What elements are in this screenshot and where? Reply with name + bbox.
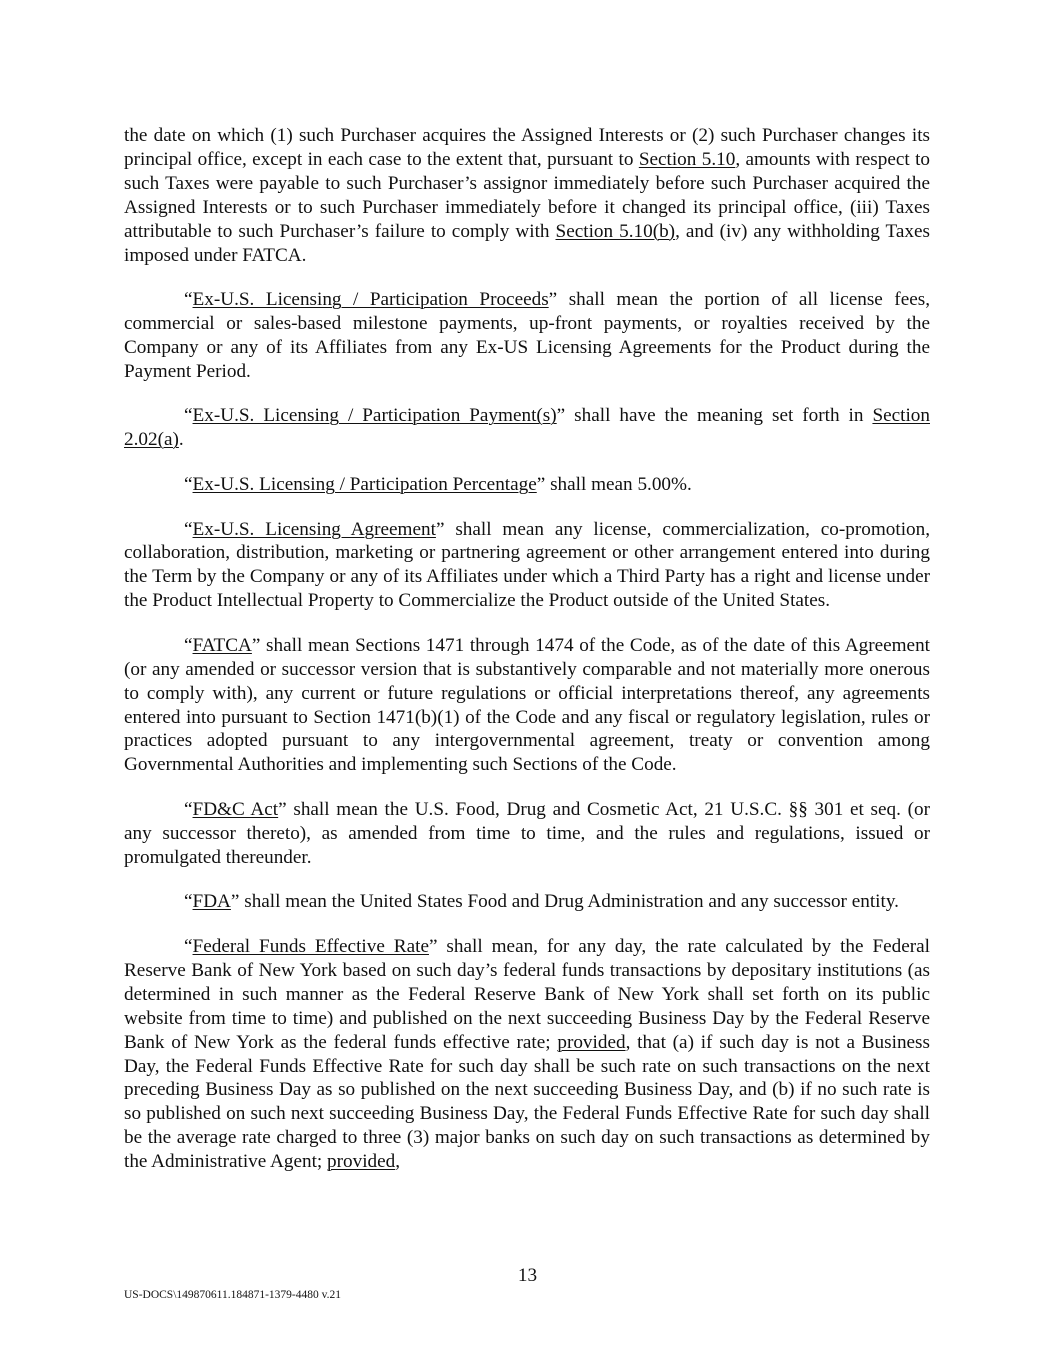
paragraph-text: “ bbox=[184, 634, 193, 656]
paragraph bbox=[124, 124, 930, 267]
paragraph-text: , bbox=[395, 1151, 401, 1173]
underlined-term: Federal Funds Effective Rate bbox=[192, 935, 429, 957]
paragraph bbox=[124, 518, 930, 614]
underlined-term: provided bbox=[327, 1151, 396, 1173]
paragraph-text: ” shall have the meaning set forth in bbox=[556, 405, 873, 427]
paragraph-text: ” shall mean 5.00%. bbox=[536, 473, 692, 495]
underlined-term: Section 2.02(a) bbox=[124, 405, 930, 451]
underlined-term: FDA bbox=[192, 891, 231, 913]
underlined-term: FATCA bbox=[192, 634, 252, 656]
paragraph bbox=[124, 404, 930, 452]
underlined-term: FD&C Act bbox=[192, 798, 279, 820]
paragraph bbox=[124, 473, 930, 497]
paragraph-text: ” shall mean Sections 1471 through 1474 of the Code, as of the date of this Agreement (or any amended or successor version that is substantively comparable and not materially more onerous to comply with), any current or future regulations or official interpretations thereof, any agreements entered into pursuant to Section 1471(b)(1) of the Code and any fiscal or regulatory legislation, rules or practices adopted pursuant to any intergovernmental agreement, treaty or convention among Governmental Authorities and implementing such Sections of the Code. bbox=[124, 634, 930, 776]
paragraph bbox=[124, 634, 930, 777]
underlined-term: Section 5.10(b) bbox=[555, 220, 676, 242]
paragraph-text: ” shall mean, for any day, the rate calculated by the Federal Reserve Bank of New York based on such day’s federal funds transactions by depositary institutions (as determined in such manner as the Federal Reserve Bank of New York shall set forth on its public website from time to time) and published on the next succeeding Business Day by the Federal Reserve Bank of New York as the federal funds effective rate; bbox=[124, 935, 930, 1053]
paragraph-text: “ bbox=[184, 891, 193, 913]
paragraph-text: “ bbox=[184, 405, 193, 427]
paragraph bbox=[124, 935, 930, 1174]
document-id: US-DOCS\149870611.184871-1379-4480 v.21 bbox=[124, 1289, 342, 1301]
paragraph-text: . bbox=[178, 429, 184, 451]
page-number: 13 bbox=[517, 1265, 538, 1286]
paragraph-text: the date on which (1) such Purchaser acquires the Assigned Interests or (2) such Purchaser changes its principal office, except in each case to the extent that, pursuant to bbox=[124, 125, 930, 170]
document-body bbox=[124, 124, 930, 1195]
paragraph-text: ” shall mean the portion of all license fees, commercial or sales-based milestone payments, up-front payments, or royalties received by the Company or any of its Affiliates from any Ex-US Licensing Agreements for the Product during the Payment Period. bbox=[124, 289, 930, 382]
paragraph-text: “ bbox=[184, 798, 193, 820]
paragraph bbox=[124, 288, 930, 384]
underlined-term: provided bbox=[557, 1031, 626, 1053]
paragraph bbox=[124, 890, 930, 914]
underlined-term: Ex-U.S. Licensing / Participation Proceeds bbox=[192, 289, 549, 311]
underlined-term: Ex-U.S. Licensing / Participation Payment(s) bbox=[192, 405, 557, 427]
paragraph-text: , and (iv) any withholding Taxes imposed under FATCA. bbox=[124, 220, 931, 266]
paragraph-text: “ bbox=[184, 518, 193, 540]
paragraph-text: ” shall mean the U.S. Food, Drug and Cosmetic Act, 21 U.S.C. §§ 301 et seq. (or any successor thereto), as amended from time to time, and the rules and regulations, issued or promulgated thereunder. bbox=[124, 798, 930, 868]
underlined-term: Ex-U.S. Licensing Agreement bbox=[192, 518, 436, 540]
paragraph-text: , amounts with respect to such Taxes were payable to such Purchaser’s assignor immediately before such Purchaser acquired the Assigned Interests or to such Purchaser immediately before it changed its principal office, (iii) Taxes attributable to such Purchaser’s failure to comply with bbox=[124, 148, 930, 242]
underlined-term: Section 5.10 bbox=[638, 148, 736, 170]
underlined-term: Ex-U.S. Licensing / Participation Percentage bbox=[192, 473, 537, 495]
paragraph-text: “ bbox=[184, 473, 193, 495]
paragraph-text: , that (a) if such day is not a Business Day, the Federal Funds Effective Rate for such day shall be such rate on such transactions on the next preceding Business Day as so published on the next succeeding Business Day, and (b) if no such rate is so published on such next succeeding Business Day, the Federal Funds Effective Rate for such day shall be the average rate charged to three (3) major banks on such day on such transactions as determined by the Administrative Agent; bbox=[124, 1031, 930, 1173]
paragraph-text: “ bbox=[184, 935, 193, 957]
paragraph-text: “ bbox=[184, 289, 193, 311]
paragraph bbox=[124, 798, 930, 870]
paragraph-text: ” shall mean the United States Food and Drug Administration and any successor entity. bbox=[230, 891, 899, 913]
paragraph-text: ” shall mean any license, commercialization, co-promotion, collaboration, distribution, marketing or partnering agreement or other arrangement entered into during the Term by the Company or any of its Affiliates under which a Third Party has a right and license under the Product Intellectual Property to Commercialize the Product outside of the United States. bbox=[124, 518, 931, 612]
